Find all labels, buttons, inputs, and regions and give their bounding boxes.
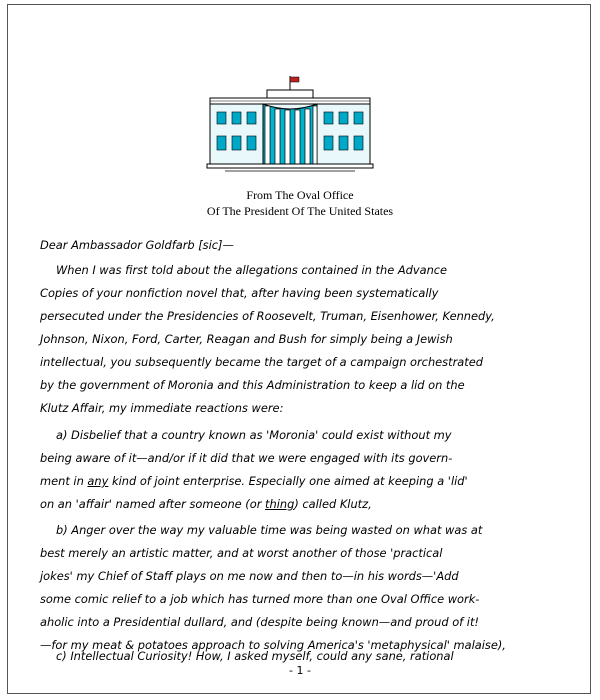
letter-line: c) Intellectual Curiosity! How, I asked myself, could any sane, rational: [56, 649, 454, 663]
page-number: - 1 -: [289, 664, 311, 677]
underlined-word: thing: [265, 497, 295, 511]
letter-line: persecuted under the Presidencies of Roosevelt, Truman, Eisenhower, Kennedy,: [40, 309, 495, 323]
underlined-word: any: [87, 474, 109, 488]
letter-line: jokes' my Chief of Staff plays on me now and then to—in his words—'Add: [40, 569, 459, 583]
letterhead-line-2: Of The President Of The United States: [206, 204, 394, 218]
letter-line: When I was first told about the allegations contained in the Advance: [56, 263, 448, 277]
letter-line: Johnson, Nixon, Ford, Carter, Reagan and Bush for simply being a Jewish: [40, 332, 453, 346]
letter-line: Klutz Affair, my immediate reactions were:: [40, 401, 284, 415]
letter-line: b) Anger over the way my valuable time was being wasted on what was at: [56, 523, 483, 537]
letter-line: on an 'affair' named after someone (or thing) called Klutz,: [40, 497, 372, 511]
letter-line: by the government of Moronia and this Administration to keep a lid on the: [40, 378, 465, 392]
salutation: Dear Ambassador Goldfarb [sic]—: [40, 238, 234, 252]
letter-line: being aware of it—and/or if it did that we were engaged with its govern-: [40, 451, 453, 465]
letter-line: —for my meat & potatoes approach to solving America's 'metaphysical' malaise),: [40, 638, 506, 652]
letter-line: ment in any kind of joint enterprise. Especially one aimed at keeping a 'lid': [40, 474, 468, 488]
letterhead-line-1: From The Oval Office: [246, 188, 354, 202]
letter-line: aholic into a Presidential dullard, and (despite being known—and proud of it!: [40, 615, 479, 629]
letter-line: some comic relief to a job which has turned more than one Oval Office work-: [40, 592, 480, 606]
letter-line: intellectual, you subsequently became the target of a campaign orchestrated: [40, 355, 483, 369]
letter-line: Copies of your nonfiction novel that, after having been systematically: [40, 286, 439, 300]
letter-line: best merely an artistic matter, and at worst another of those 'practical: [40, 546, 443, 560]
letter-line: a) Disbelief that a country known as 'Moronia' could exist without my: [56, 428, 452, 442]
white-house-icon: [205, 74, 375, 174]
